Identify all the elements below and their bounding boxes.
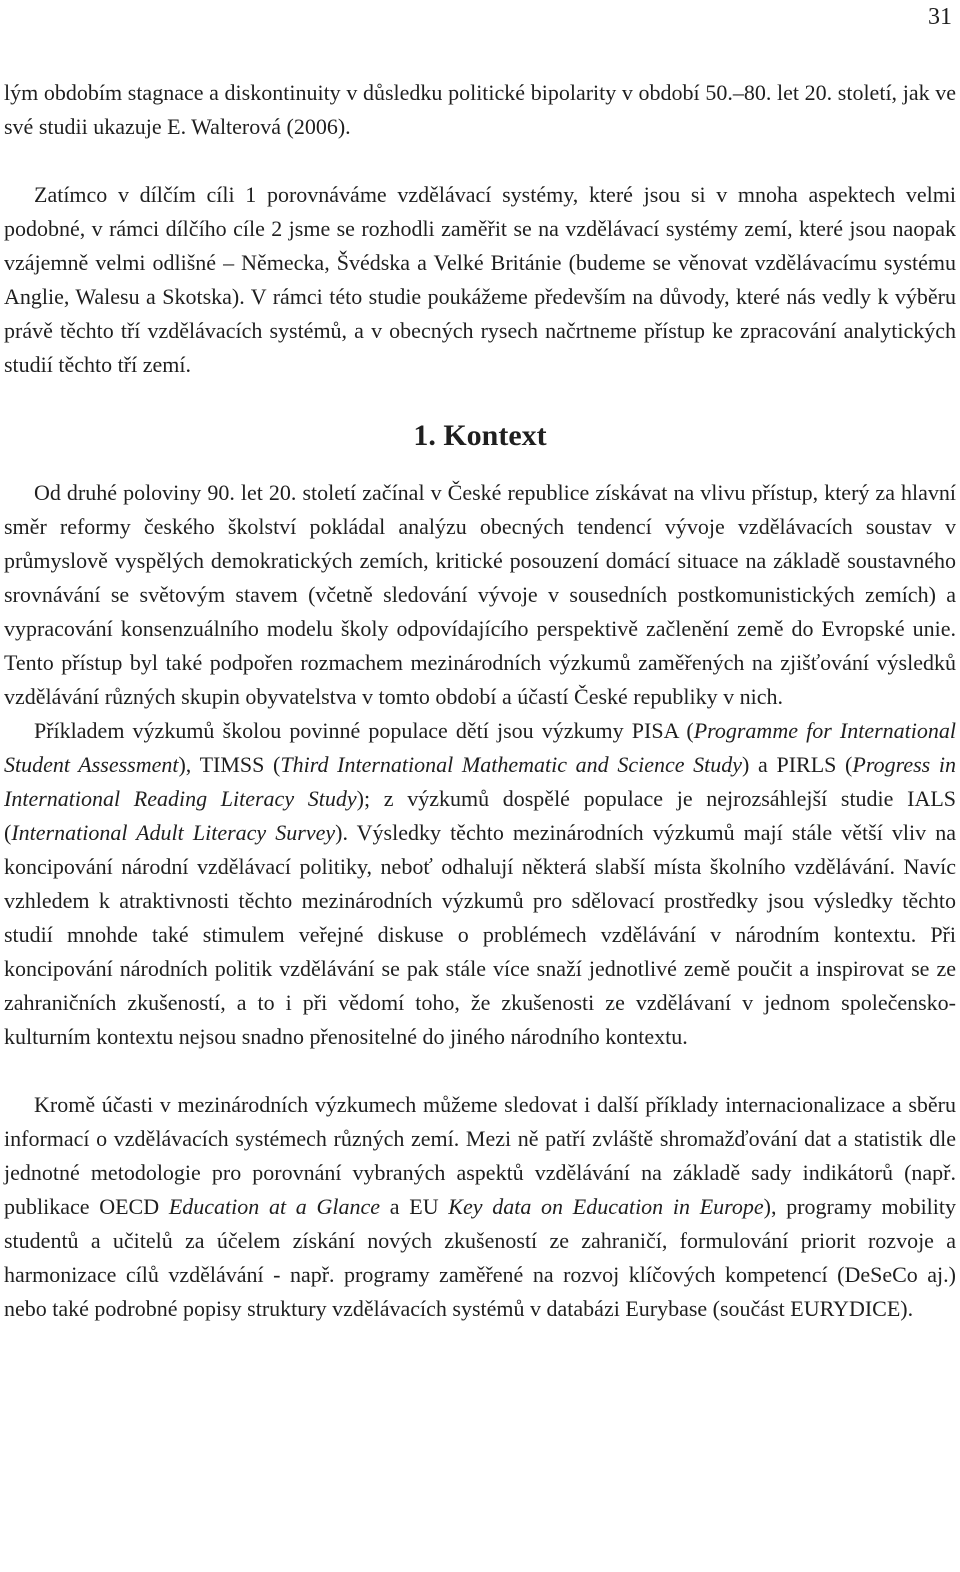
italic-title: Programme for International Student Assessment: [4, 718, 956, 777]
text-run: lým obdobím stagnace a diskontinuity v důsledku politické bipolarity v období 50.–80. let 20. století, jak ve své studii ukazuje E. Walterová (2006).: [4, 80, 956, 139]
paragraph-internationalization: [4, 1088, 956, 1326]
text-run: Kromě účasti v mezinárodních výzkumech můžeme sledovat i další příklady internacionalizace a sběru informací o vzdělávacích systémech různých zemí. Mezi ně patří zvláště shromažďování dat a statistik dle jednotné metodologie pro porovnání vybraných aspektů vzdělávání na základě sady indikátorů (např. publikace OECD: [4, 1092, 956, 1219]
section-heading: 1. Kontext: [413, 419, 547, 452]
text-run: Od druhé poloviny 90. let 20. století začínal v České republice získávat na vlivu přístup, který za hlavní směr reformy českého školství pokládal analýzu obecných tendencí vývoje vzdělávacích soustav v průmyslově vyspělých demokratických zemích, kritické posouzení domácí situace na základě soustavného srovnávání se světovým stavem (včetně sledování vývoje v sousedních postkomunistických zemích) a vypracování konsenzuálního modelu školy odpovídajícího perspektivě začlenění země do Evropské unie. Tento přístup byl také podpořen rozmachem mezinárodních výzkumů zaměřených na zjišťování výsledků vzdělávání různých skupin obyvatelstva v tomto období a účastí České republiky v nich.: [4, 480, 956, 709]
page-body: [4, 76, 956, 1326]
italic-title: International Adult Literacy Survey: [11, 820, 336, 845]
text-run: ) a PIRLS (: [742, 752, 853, 777]
italic-title: Third International Mathematic and Science Study: [280, 752, 743, 777]
text-run: Zatímco v dílčím cíli 1 porovnáváme vzdělávací systémy, které jsou si v mnoha aspektech velmi podobné, v rámci dílčího cíle 2 jsme se rozhodli zaměřit se na vzdělávací systémy zemí, které jsou naopak vzájemně velmi odlišné – Německa, Švédska a Velké Británie (budeme se věnovat vzdělávacímu systému Anglie, Walesu a Skotska). V rámci této studie poukážeme především na důvody, které nás vedly k výběru právě těchto tří vzdělávacích systémů, a v obecných rysech načrtneme přístup ke zpracování analytických studií těchto tří zemí.: [4, 182, 956, 377]
italic-title: Education at a Glance: [168, 1194, 381, 1219]
italic-title: Progress in International Reading Literacy Study: [4, 752, 956, 811]
paragraph-continuation: [4, 76, 956, 144]
paragraph-objectives: [4, 178, 956, 382]
text-run: ). Výsledky těchto mezinárodních výzkumů mají stále větší vliv na koncipování národní vzdělávací politiky, neboť odhalují některá slabší místa školního vzdělávání. Navíc vzhledem k atraktivnosti těchto mezinárodních výzkumů pro sdělovací prostředky jsou výsledky těchto studií mnohde také stimulem veřejné diskuse o problémech vzdělávání v národním kontextu. Při koncipování národních politik vzdělávání se pak stále více snaží jednotlivé země poučit a inspirovat se ze zahraničních zkušeností, a to i při vědomí toho, že zkušenosti ze vzdělávaní v jednom společensko-kulturním kontextu nejsou snadno přenositelné do jiného národního kontextu.: [4, 820, 956, 1049]
paragraph-context: [4, 476, 956, 714]
text-run: Příkladem výzkumů školou povinné populace dětí jsou výzkumy PISA (: [34, 718, 694, 743]
page-number: 31: [928, 4, 952, 30]
text-run: ), TIMSS (: [178, 752, 281, 777]
text-run: ), programy mobility studentů a učitelů za účelem získání nových zkušeností ze zahraničí, formulování priorit rozvoje a harmonizace cílů vzdělávání - např. programy zaměřené na rozvoj klíčových kompetencí (DeSeCo aj.) nebo také podrobné popisy struktury vzdělávacích systémů v databázi Eurybase (součást EURYDICE).: [4, 1194, 957, 1321]
paragraph-international-surveys: [4, 714, 956, 1054]
text-run: ); z výzkumů dospělé populace je nejrozsáhlejší studie IALS (: [4, 786, 957, 845]
text-run: a EU: [380, 1194, 449, 1219]
italic-title: Key data on Education in Europe: [448, 1194, 764, 1219]
